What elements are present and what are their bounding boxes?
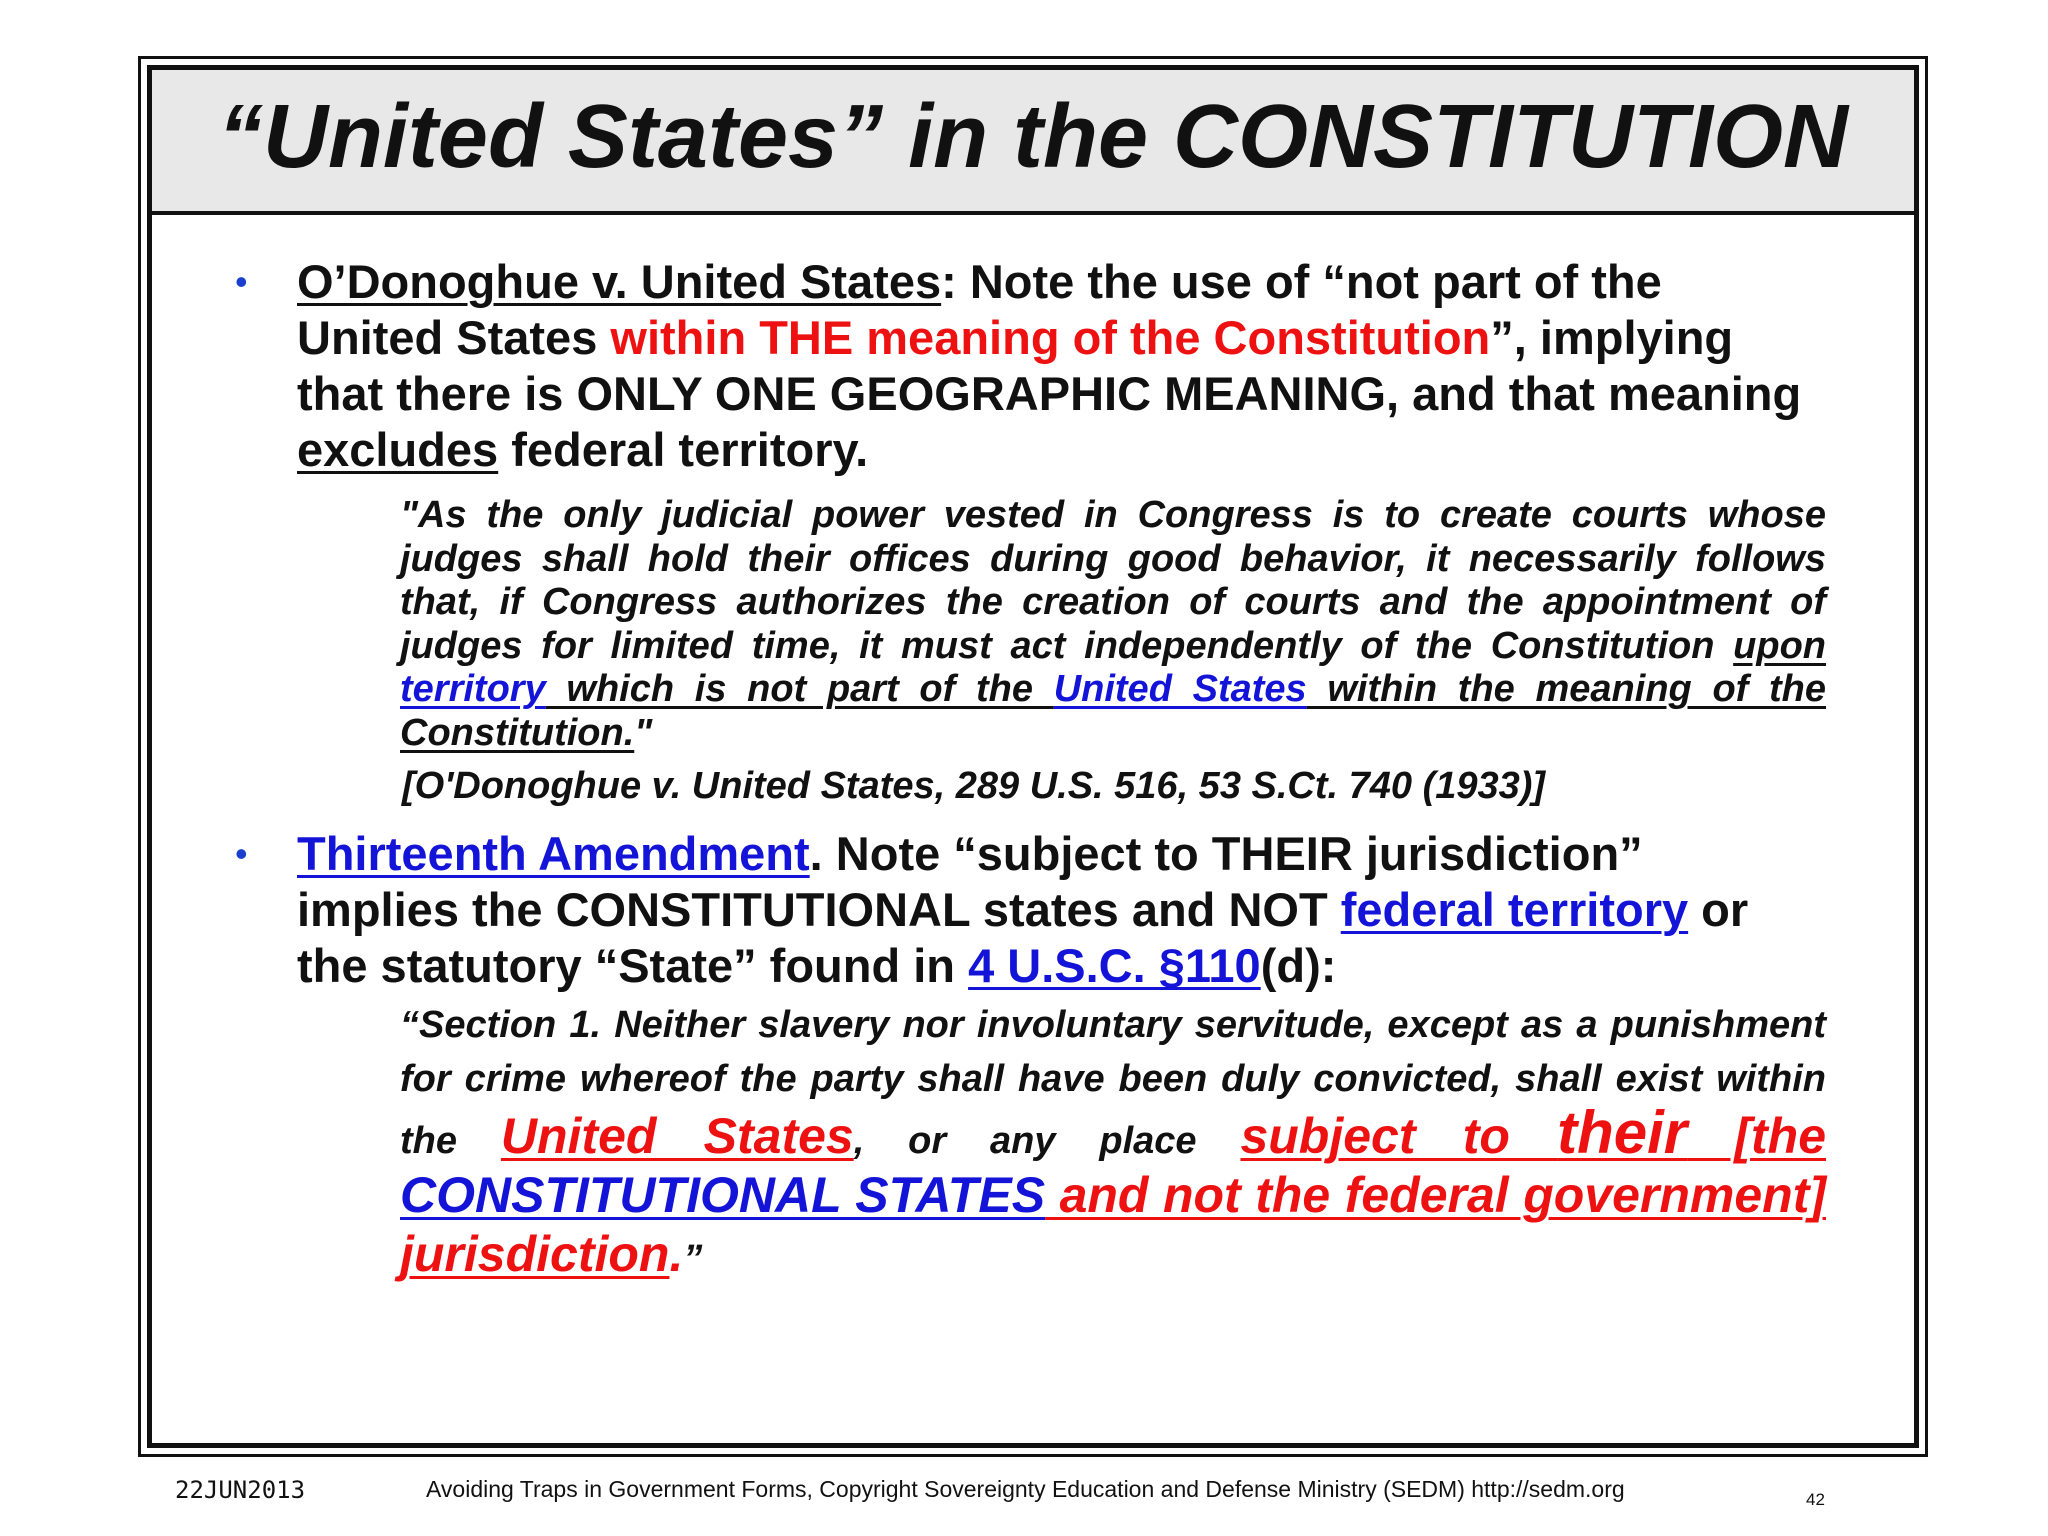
quote1-underlined-upon: upon: [1733, 624, 1826, 667]
red-subject-to: subject to: [1240, 1108, 1558, 1164]
link-thirteenth-amendment[interactable]: Thirteenth Amendment: [297, 827, 810, 880]
quote2-end: ”: [683, 1238, 703, 1280]
quote2-text-a: “Section 1. Neither slavery nor involuntary servitude, except as a punishment for crime whereof the party shall have been duly convicted, shall exist within the: [400, 1004, 1826, 1162]
bullet1-text-a: : Note the use of “not part of the United States: [297, 255, 1662, 364]
citation-odonoghue: [O'Donoghue v. United States, 289 U.S. 516, 53 S.Ct. 740 (1933)]: [402, 765, 1546, 807]
link-4-usc-110[interactable]: 4 U.S.C. §110: [968, 939, 1261, 992]
bullet2-text-c: (d):: [1260, 939, 1337, 992]
red-phrase-constitution-meaning: within THE meaning of the Constitution: [610, 311, 1491, 364]
slide-title: “United States” in the CONSTITUTION: [217, 87, 1849, 187]
red-their: their: [1557, 1099, 1688, 1166]
link-federal-territory[interactable]: federal territory: [1340, 883, 1689, 936]
quote-thirteenth-amendment: [400, 998, 1826, 1286]
link-united-states[interactable]: United States: [1053, 668, 1307, 710]
quote1-text-a: "As the only judicial power vested in Congress is to create courts whose judges shall hold their offices during good behavior, it necessarily follows that, if Congress authorizes the creation of courts and the appointment of judges for limited time, it must act independently of the Constitution: [400, 494, 1826, 667]
quote1-underlined-within: within the meaning of the Constitution.: [400, 668, 1827, 754]
red-and-not-federal: and not the federal government] jurisdiction: [400, 1167, 1827, 1282]
page-number: 42: [1806, 1490, 1825, 1509]
quote1-underlined-not-part: which is not part of the: [545, 668, 1054, 710]
slide-frame: [147, 65, 1919, 1448]
quote2-text-b: , or any place: [853, 1120, 1241, 1162]
bullet1-text-b: ”, implying that there is ONLY ONE GEOGRAPHIC MEANING, and that meaning: [297, 311, 1802, 420]
quote-odonoghue: [400, 494, 1826, 755]
bullet-dot-icon: •: [235, 261, 248, 302]
quote1-end: ": [634, 711, 653, 754]
footer-date: 22JUN2013: [175, 1476, 306, 1504]
red-united-states: United States: [500, 1108, 854, 1164]
blue-constitutional-states: CONSTITUTIONAL STATES: [400, 1167, 1046, 1223]
red-bracket-open: [the: [1687, 1108, 1827, 1164]
bullet-dot-icon: •: [235, 833, 248, 874]
bullet1-text-c: federal territory.: [498, 423, 869, 476]
underlined-excludes: excludes: [297, 423, 499, 476]
bullet2-text-a: . Note “subject to THEIR jurisdiction” implies the CONSTITUTIONAL states and NOT: [297, 827, 1643, 936]
bullet-odonoghue: [235, 254, 1807, 478]
case-name-underlined: O’Donoghue v. United States: [297, 255, 942, 308]
footer-copyright: Avoiding Traps in Government Forms, Copyright Sovereignty Education and Defense Ministry (SEDM) http://sedm.org: [426, 1476, 1625, 1502]
link-territory[interactable]: territory: [400, 668, 546, 710]
bullet-thirteenth-amendment: [235, 826, 1807, 994]
bullet2-text-b: or the statutory “State” found in: [297, 883, 1749, 992]
red-period: .: [669, 1226, 684, 1282]
title-bar: [152, 70, 1914, 215]
